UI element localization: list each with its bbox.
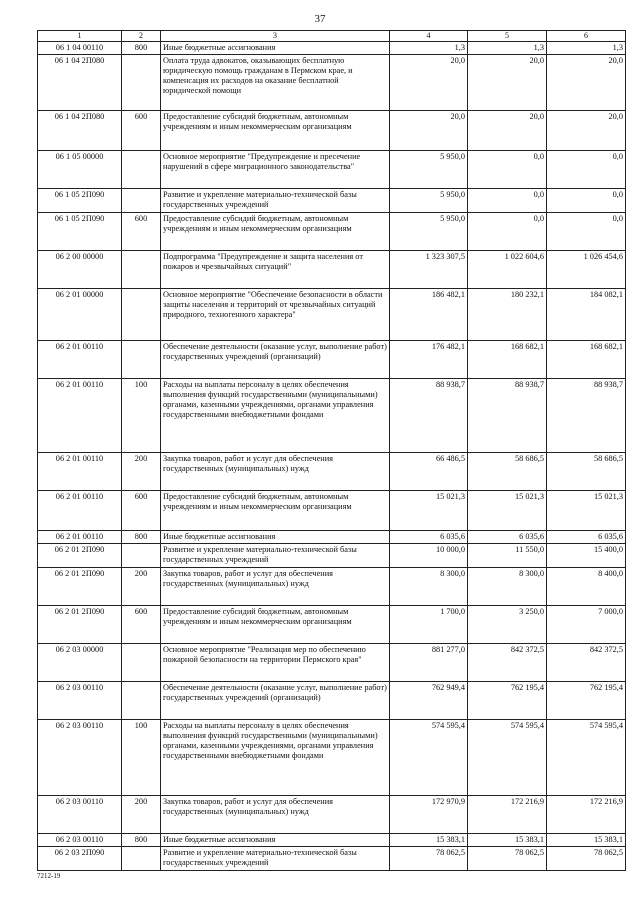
row-code-cell: 06 1 04 00110 <box>38 41 122 54</box>
row-value-year1-cell: 78 062,5 <box>390 847 468 871</box>
row-code-cell: 06 2 01 2П090 <box>38 543 122 567</box>
row-value-year1-cell: 66 486,5 <box>390 452 468 490</box>
table-row <box>38 490 626 530</box>
row-value-year2-cell: 20,0 <box>468 110 547 150</box>
row-value-year1-cell: 1 323 307,5 <box>390 250 468 288</box>
row-value-year2-cell: 0,0 <box>468 150 547 188</box>
row-value-year3-cell: 0,0 <box>547 150 626 188</box>
row-value-year3-cell: 7 000,0 <box>547 605 626 643</box>
row-description-cell: Иные бюджетные ассигнования <box>161 530 390 543</box>
row-value-year1-cell: 1,3 <box>390 41 468 54</box>
row-expense-type-cell: 100 <box>122 378 161 452</box>
table-row <box>38 795 626 833</box>
row-expense-type-cell: 600 <box>122 212 161 250</box>
table-row <box>38 54 626 110</box>
row-expense-type-cell <box>122 250 161 288</box>
row-description-cell: Иные бюджетные ассигнования <box>161 41 390 54</box>
row-value-year2-cell: 3 250,0 <box>468 605 547 643</box>
table-row <box>38 212 626 250</box>
table-row <box>38 719 626 795</box>
table-row <box>38 378 626 452</box>
row-value-year1-cell: 5 950,0 <box>390 150 468 188</box>
row-code-cell: 06 2 03 2П090 <box>38 847 122 871</box>
row-value-year2-cell: 11 550,0 <box>468 543 547 567</box>
row-description-cell: Основное мероприятие "Реализация мер по обеспечению пожарной безопасности на территории Пермского края" <box>161 643 390 681</box>
row-expense-type-cell <box>122 188 161 212</box>
table-row <box>38 681 626 719</box>
column-header-kind: 2 <box>122 31 161 42</box>
row-code-cell: 06 2 00 00000 <box>38 250 122 288</box>
row-description-cell: Предоставление субсидий бюджетным, автономным учреждениям и иным некоммерческим организациям <box>161 212 390 250</box>
row-code-cell: 06 2 03 00000 <box>38 643 122 681</box>
row-code-cell: 06 1 05 00000 <box>38 150 122 188</box>
row-value-year3-cell: 0,0 <box>547 188 626 212</box>
column-header-year1: 4 <box>390 31 468 42</box>
column-header-year2: 5 <box>468 31 547 42</box>
row-value-year3-cell: 842 372,5 <box>547 643 626 681</box>
row-value-year3-cell: 88 938,7 <box>547 378 626 452</box>
row-code-cell: 06 2 01 00110 <box>38 490 122 530</box>
table-row <box>38 605 626 643</box>
row-expense-type-cell <box>122 340 161 378</box>
row-expense-type-cell <box>122 288 161 340</box>
table-row <box>38 847 626 871</box>
row-value-year2-cell: 574 595,4 <box>468 719 547 795</box>
row-description-cell: Обеспечение деятельности (оказание услуг, выполнение работ) государственных учреждений (организаций) <box>161 681 390 719</box>
row-code-cell: 06 2 01 00110 <box>38 530 122 543</box>
table-row <box>38 543 626 567</box>
row-code-cell: 06 1 05 2П090 <box>38 212 122 250</box>
row-expense-type-cell: 800 <box>122 530 161 543</box>
row-expense-type-cell <box>122 54 161 110</box>
row-value-year3-cell: 78 062,5 <box>547 847 626 871</box>
row-description-cell: Обеспечение деятельности (оказание услуг, выполнение работ) государственных учреждений (организаций) <box>161 340 390 378</box>
table-row <box>38 530 626 543</box>
row-description-cell: Закупка товаров, работ и услуг для обеспечения государственных (муниципальных) нужд <box>161 452 390 490</box>
row-value-year3-cell: 762 195,4 <box>547 681 626 719</box>
row-value-year2-cell: 172 216,9 <box>468 795 547 833</box>
row-code-cell: 06 2 03 00110 <box>38 719 122 795</box>
row-value-year3-cell: 8 400,0 <box>547 567 626 605</box>
table-body <box>38 41 626 870</box>
row-value-year3-cell: 574 595,4 <box>547 719 626 795</box>
row-description-cell: Предоставление субсидий бюджетным, автономным учреждениям и иным некоммерческим организациям <box>161 605 390 643</box>
row-value-year3-cell: 1 026 454,6 <box>547 250 626 288</box>
row-code-cell: 06 2 03 00110 <box>38 681 122 719</box>
row-description-cell: Основное мероприятие "Предупреждение и пресечение нарушений в сфере миграционного законодательства" <box>161 150 390 188</box>
row-description-cell: Предоставление субсидий бюджетным, автономным учреждениям и иным некоммерческим организациям <box>161 110 390 150</box>
row-description-cell: Оплата труда адвокатов, оказывающих бесплатную юридическую помощь гражданам в Пермском крае, и компенсация их расходов на оказание бесплатной юридической помощи <box>161 54 390 110</box>
row-value-year3-cell: 172 216,9 <box>547 795 626 833</box>
row-value-year1-cell: 88 938,7 <box>390 378 468 452</box>
row-value-year3-cell: 15 021,3 <box>547 490 626 530</box>
row-description-cell: Подпрограмма "Предупреждение и защита населения от пожаров и чрезвычайных ситуаций" <box>161 250 390 288</box>
row-value-year3-cell: 6 035,6 <box>547 530 626 543</box>
row-value-year2-cell: 6 035,6 <box>468 530 547 543</box>
row-code-cell: 06 2 03 00110 <box>38 795 122 833</box>
row-code-cell: 06 1 04 2П080 <box>38 110 122 150</box>
row-description-cell: Расходы на выплаты персоналу в целях обеспечения выполнения функций государственными (муниципальными) органами, казенными учреждениями, органами управления государственными внебюджетными фондами <box>161 378 390 452</box>
table-row <box>38 288 626 340</box>
row-code-cell: 06 2 01 2П090 <box>38 567 122 605</box>
row-value-year2-cell: 1 022 604,6 <box>468 250 547 288</box>
row-expense-type-cell: 800 <box>122 41 161 54</box>
row-description-cell: Развитие и укрепление материально-технической базы государственных учреждений <box>161 188 390 212</box>
row-value-year2-cell: 58 686,5 <box>468 452 547 490</box>
table-row <box>38 833 626 846</box>
row-expense-type-cell: 200 <box>122 795 161 833</box>
row-value-year2-cell: 20,0 <box>468 54 547 110</box>
row-value-year2-cell: 168 682,1 <box>468 340 547 378</box>
row-value-year1-cell: 881 277,0 <box>390 643 468 681</box>
row-value-year1-cell: 20,0 <box>390 54 468 110</box>
table-row <box>38 340 626 378</box>
table-row <box>38 110 626 150</box>
row-value-year1-cell: 10 000,0 <box>390 543 468 567</box>
row-value-year1-cell: 15 383,1 <box>390 833 468 846</box>
table-row <box>38 452 626 490</box>
row-value-year3-cell: 15 383,1 <box>547 833 626 846</box>
row-value-year3-cell: 20,0 <box>547 110 626 150</box>
row-expense-type-cell: 200 <box>122 567 161 605</box>
document-footer-code: 7212-19 <box>37 872 61 880</box>
row-value-year3-cell: 1,3 <box>547 41 626 54</box>
row-value-year3-cell: 15 400,0 <box>547 543 626 567</box>
row-expense-type-cell <box>122 643 161 681</box>
row-value-year2-cell: 15 383,1 <box>468 833 547 846</box>
row-value-year2-cell: 1,3 <box>468 41 547 54</box>
row-value-year1-cell: 5 950,0 <box>390 212 468 250</box>
row-value-year1-cell: 1 700,0 <box>390 605 468 643</box>
row-expense-type-cell: 200 <box>122 452 161 490</box>
row-description-cell: Развитие и укрепление материально-технической базы государственных учреждений <box>161 847 390 871</box>
row-value-year2-cell: 15 021,3 <box>468 490 547 530</box>
row-code-cell: 06 2 01 00110 <box>38 340 122 378</box>
row-value-year3-cell: 0,0 <box>547 212 626 250</box>
row-value-year1-cell: 6 035,6 <box>390 530 468 543</box>
row-expense-type-cell: 600 <box>122 490 161 530</box>
row-description-cell: Развитие и укрепление материально-технической базы государственных учреждений <box>161 543 390 567</box>
row-expense-type-cell: 600 <box>122 605 161 643</box>
column-header-description: 3 <box>161 31 390 42</box>
row-value-year1-cell: 176 482,1 <box>390 340 468 378</box>
row-value-year2-cell: 842 372,5 <box>468 643 547 681</box>
row-value-year2-cell: 0,0 <box>468 188 547 212</box>
row-value-year2-cell: 0,0 <box>468 212 547 250</box>
row-code-cell: 06 1 04 2П080 <box>38 54 122 110</box>
row-value-year1-cell: 8 300,0 <box>390 567 468 605</box>
table-row <box>38 567 626 605</box>
row-expense-type-cell <box>122 150 161 188</box>
row-expense-type-cell <box>122 543 161 567</box>
header-row <box>38 31 626 42</box>
row-code-cell: 06 2 01 00000 <box>38 288 122 340</box>
row-value-year2-cell: 78 062,5 <box>468 847 547 871</box>
table-row <box>38 643 626 681</box>
row-expense-type-cell <box>122 681 161 719</box>
budget-table <box>37 30 626 871</box>
row-value-year2-cell: 8 300,0 <box>468 567 547 605</box>
row-code-cell: 06 2 01 2П090 <box>38 605 122 643</box>
row-description-cell: Расходы на выплаты персоналу в целях обеспечения выполнения функций государственными (муниципальными) органами, казенными учреждениями, органами управления государственными внебюджетными фондами <box>161 719 390 795</box>
row-code-cell: 06 2 01 00110 <box>38 378 122 452</box>
row-description-cell: Иные бюджетные ассигнования <box>161 833 390 846</box>
row-description-cell: Предоставление субсидий бюджетным, автономным учреждениям и иным некоммерческим организациям <box>161 490 390 530</box>
row-code-cell: 06 2 03 00110 <box>38 833 122 846</box>
column-header-year3: 6 <box>547 31 626 42</box>
row-description-cell: Закупка товаров, работ и услуг для обеспечения государственных (муниципальных) нужд <box>161 567 390 605</box>
row-value-year2-cell: 180 232,1 <box>468 288 547 340</box>
row-value-year3-cell: 184 082,1 <box>547 288 626 340</box>
row-expense-type-cell: 600 <box>122 110 161 150</box>
row-value-year1-cell: 186 482,1 <box>390 288 468 340</box>
row-value-year3-cell: 168 682,1 <box>547 340 626 378</box>
table-row <box>38 41 626 54</box>
row-description-cell: Закупка товаров, работ и услуг для обеспечения государственных (муниципальных) нужд <box>161 795 390 833</box>
row-value-year1-cell: 574 595,4 <box>390 719 468 795</box>
row-value-year1-cell: 5 950,0 <box>390 188 468 212</box>
row-value-year1-cell: 172 970,9 <box>390 795 468 833</box>
row-value-year2-cell: 88 938,7 <box>468 378 547 452</box>
row-value-year1-cell: 20,0 <box>390 110 468 150</box>
table-row <box>38 188 626 212</box>
row-code-cell: 06 1 05 2П090 <box>38 188 122 212</box>
row-value-year3-cell: 58 686,5 <box>547 452 626 490</box>
row-value-year2-cell: 762 195,4 <box>468 681 547 719</box>
row-value-year3-cell: 20,0 <box>547 54 626 110</box>
table-row <box>38 250 626 288</box>
row-expense-type-cell: 100 <box>122 719 161 795</box>
row-description-cell: Основное мероприятие "Обеспечение безопасности в области защиты населения и территорий от чрезвычайных ситуаций природного, техногенного характера" <box>161 288 390 340</box>
row-expense-type-cell: 800 <box>122 833 161 846</box>
row-value-year1-cell: 762 949,4 <box>390 681 468 719</box>
page-number: 37 <box>314 13 326 25</box>
row-value-year1-cell: 15 021,3 <box>390 490 468 530</box>
row-code-cell: 06 2 01 00110 <box>38 452 122 490</box>
column-header-code: 1 <box>38 31 122 42</box>
table-row <box>38 150 626 188</box>
row-expense-type-cell <box>122 847 161 871</box>
